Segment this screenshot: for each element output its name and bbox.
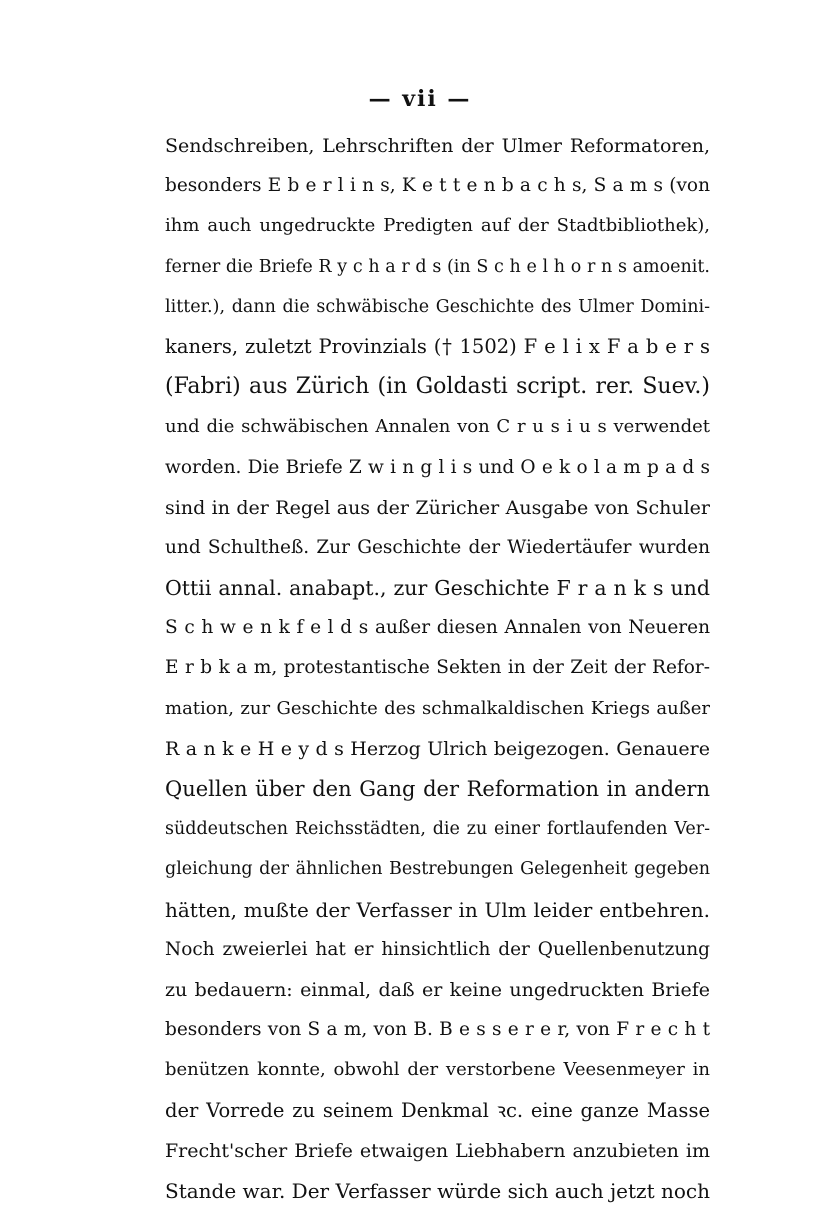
text-line: sind in der Regel aus der Züricher Ausgabe von Schuler — [165, 496, 710, 519]
text-line: kaners, zuletzt Provinzials († 1502) F e l i x F a b e r s — [165, 334, 710, 358]
text-line: litter.), dann die schwäbische Geschichte des Ulmer Domini- — [165, 296, 710, 317]
text-line: besonders von S a m, von B. B e s s e r e r, von F r e c h t — [165, 1019, 710, 1041]
text-line: besonders E b e r l i n s, K e t t e n b a c h s, S a m s (von — [165, 175, 710, 197]
text-line: und Schultheß. Zur Geschichte der Wiedertäufer wurden — [165, 536, 710, 558]
text-line: E r b k a m, protestantische Sekten in der Zeit der Refor- — [165, 657, 710, 679]
text-line: gleichung der ähnlichen Bestrebungen Gelegenheit gegeben — [165, 859, 710, 880]
text-line: R a n k e H e y d s Herzog Ulrich beigezogen. Genauere — [165, 737, 710, 760]
text-line: worden. Die Briefe Z w i n g l i s und O e k o l a m p a d s — [165, 456, 710, 478]
text-line: Ottii annal. anabapt., zur Geschichte F r a n k s und — [165, 576, 710, 601]
text-line: Quellen über den Gang der Reformation in andern — [165, 777, 710, 801]
text-line: Sendschreiben, Lehrschriften der Ulmer Reformatoren, — [165, 135, 710, 157]
text-line: Stande war. Der Verfasser würde sich auch jetzt noch — [165, 1178, 710, 1203]
text-line: (Fabri) aus Zürich (in Goldasti script. rer. Suev.) — [165, 374, 710, 400]
body-text — [165, 126, 710, 1211]
page-number-header: — vii — — [368, 86, 472, 112]
text-line: ferner die Briefe R y c h a r d s (in S c h e l h o r n s amoenit. — [165, 256, 710, 277]
text-line: zu bedauern: einmal, daß er keine ungedruckten Briefe — [165, 978, 710, 1001]
text-line: mation, zur Geschichte des schmalkaldischen Kriegs außer — [165, 697, 710, 719]
text-line: Frecht'scher Briefe etwaigen Liebhabern anzubieten im — [165, 1139, 710, 1162]
text-line: süddeutschen Reichsstädten, die zu einer fortlaufenden Ver- — [165, 819, 710, 840]
text-line: S c h w e n k f e l d s außer diesen Annalen von Neueren — [165, 617, 710, 639]
text-line: ihm auch ungedruckte Predigten auf der Stadtbibliothek), — [165, 215, 710, 237]
text-line: der Vorrede zu seinem Denkmal ꝛc. eine ganze Masse — [165, 1098, 710, 1122]
text-line: und die schwäbischen Annalen von C r u s i u s verwendet — [165, 416, 710, 438]
text-line: Noch zweierlei hat er hinsichtlich der Quellenbenutzung — [165, 938, 710, 960]
text-line: benützen konnte, obwohl der verstorbene Veesenmeyer in — [165, 1059, 710, 1081]
text-line: hätten, mußte der Verfasser in Ulm leider entbehren. — [165, 897, 710, 922]
